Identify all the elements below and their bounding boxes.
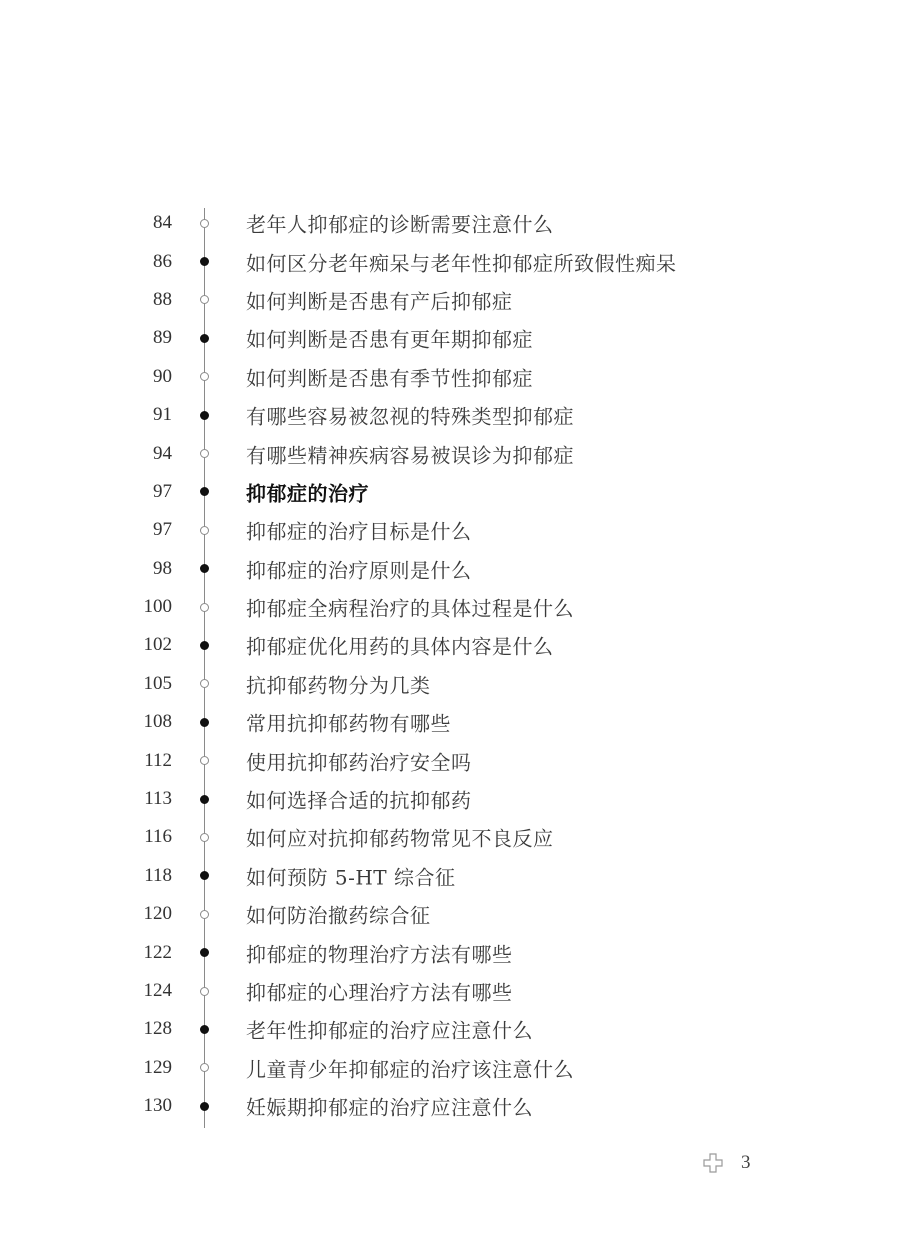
toc-entry[interactable]	[0, 588, 900, 626]
toc-page-number: 108	[143, 711, 172, 733]
filled-dot-icon	[200, 718, 209, 727]
toc-page-number: 128	[143, 1018, 172, 1040]
toc-entry-title: 抑郁症的心理治疗方法有哪些	[246, 980, 513, 1005]
hollow-dot-icon	[200, 372, 209, 381]
toc-page-number: 88	[153, 288, 172, 310]
toc-page-number: 124	[143, 980, 172, 1001]
toc-page-number: 86	[153, 250, 172, 272]
toc-entry-title: 抑郁症优化用药的具体内容是什么	[246, 634, 554, 659]
hollow-dot-icon	[200, 295, 209, 304]
hollow-dot-icon	[200, 756, 209, 765]
toc-entry-title: 如何判断是否患有季节性抑郁症	[246, 366, 533, 391]
hollow-dot-icon	[200, 449, 209, 458]
toc-entry[interactable]	[0, 780, 900, 818]
toc-entry[interactable]	[0, 550, 900, 588]
toc-entry[interactable]	[0, 358, 900, 396]
toc-page-number: 90	[153, 365, 172, 387]
toc-entry[interactable]	[0, 1049, 900, 1087]
filled-dot-icon	[200, 257, 209, 266]
filled-dot-icon	[200, 334, 209, 343]
toc-page-number: 116	[144, 826, 172, 848]
toc-page-number: 130	[143, 1095, 172, 1117]
filled-dot-icon	[200, 564, 209, 573]
filled-dot-icon	[200, 948, 209, 957]
page-footer	[703, 1151, 751, 1175]
toc-section-heading[interactable]	[0, 473, 900, 511]
toc-page-number: 84	[153, 212, 172, 234]
toc-entry-title: 抑郁症的物理治疗方法有哪些	[246, 942, 513, 967]
toc-entry-title: 如何应对抗抑郁药物常见不良反应	[246, 826, 554, 851]
toc-entry-title: 常用抗抑郁药物有哪些	[246, 711, 451, 736]
toc-entry-title: 老年人抑郁症的诊断需要注意什么	[246, 212, 554, 237]
filled-dot-icon	[200, 641, 209, 650]
toc-entry[interactable]	[0, 396, 900, 434]
toc-page-number: 102	[143, 634, 172, 656]
toc-entry-title: 使用抗抑郁药治疗安全吗	[246, 750, 472, 775]
section-title: 抑郁症的治疗	[246, 481, 369, 506]
hollow-dot-icon	[200, 219, 209, 228]
toc-page-number: 129	[143, 1056, 172, 1078]
toc-entry[interactable]	[0, 319, 900, 357]
toc-entry[interactable]	[0, 857, 900, 895]
toc-entry[interactable]	[0, 626, 900, 664]
toc-entry[interactable]	[0, 242, 900, 280]
toc-entry-title: 如何区分老年痴呆与老年性抑郁症所致假性痴呆	[246, 251, 677, 276]
toc-page-number: 118	[144, 864, 172, 886]
toc-entry[interactable]	[0, 665, 900, 703]
toc-entry-title: 儿童青少年抑郁症的治疗该注意什么	[246, 1057, 574, 1082]
toc-page-number: 98	[153, 557, 172, 579]
toc-entry-title: 如何选择合适的抗抑郁药	[246, 788, 472, 813]
toc-entry[interactable]	[0, 741, 900, 779]
toc-entry-title: 抑郁症全病程治疗的具体过程是什么	[246, 596, 574, 621]
hollow-dot-icon	[200, 987, 209, 996]
page-number: 3	[741, 1152, 751, 1173]
toc-page-number: 112	[144, 749, 172, 771]
hollow-dot-icon	[200, 1063, 209, 1072]
table-of-contents	[0, 204, 900, 1125]
toc-entry-title: 妊娠期抑郁症的治疗应注意什么	[246, 1095, 533, 1120]
toc-entry[interactable]	[0, 895, 900, 933]
toc-page-number: 97	[153, 519, 172, 541]
filled-dot-icon	[200, 871, 209, 880]
hollow-dot-icon	[200, 679, 209, 688]
hollow-dot-icon	[200, 910, 209, 919]
toc-page-number: 122	[143, 941, 172, 963]
toc-entry[interactable]	[0, 703, 900, 741]
toc-entry-title: 如何预防 5-HT 综合征	[246, 865, 456, 890]
toc-entry[interactable]	[0, 1010, 900, 1048]
toc-page-number: 89	[153, 327, 172, 349]
toc-entry-title: 老年性抑郁症的治疗应注意什么	[246, 1018, 533, 1043]
toc-page-number: 113	[144, 788, 172, 810]
hollow-dot-icon	[200, 833, 209, 842]
toc-entry-title: 如何防治撤药综合征	[246, 903, 431, 928]
toc-page-number: 97	[153, 480, 172, 502]
toc-entry-title: 有哪些精神疾病容易被误诊为抑郁症	[246, 443, 574, 468]
toc-page-number: 120	[143, 903, 172, 925]
toc-entry-title: 有哪些容易被忽视的特殊类型抑郁症	[246, 404, 574, 429]
toc-page-number: 94	[153, 442, 172, 464]
toc-entry-title: 如何判断是否患有更年期抑郁症	[246, 327, 533, 352]
toc-entry[interactable]	[0, 511, 900, 549]
hollow-dot-icon	[200, 603, 209, 612]
toc-entry[interactable]	[0, 281, 900, 319]
toc-entry-title: 抑郁症的治疗原则是什么	[246, 558, 472, 583]
toc-entry[interactable]	[0, 933, 900, 971]
cross-icon	[703, 1153, 723, 1173]
toc-entry[interactable]	[0, 818, 900, 856]
toc-entry-title: 如何判断是否患有产后抑郁症	[246, 289, 513, 314]
filled-dot-icon	[200, 1025, 209, 1034]
hollow-dot-icon	[200, 526, 209, 535]
filled-dot-icon	[200, 795, 209, 804]
toc-entry[interactable]	[0, 434, 900, 472]
filled-dot-icon	[200, 487, 209, 496]
toc-entry-title: 抗抑郁药物分为几类	[246, 673, 431, 698]
toc-page-number: 105	[143, 672, 172, 694]
toc-entry[interactable]	[0, 1087, 900, 1125]
filled-dot-icon	[200, 1102, 209, 1111]
toc-page-number: 100	[143, 596, 172, 618]
filled-dot-icon	[200, 411, 209, 420]
toc-entry[interactable]	[0, 972, 900, 1010]
toc-page-number: 91	[153, 404, 172, 426]
toc-entry-title: 抑郁症的治疗目标是什么	[246, 519, 472, 544]
toc-entry[interactable]	[0, 204, 900, 242]
